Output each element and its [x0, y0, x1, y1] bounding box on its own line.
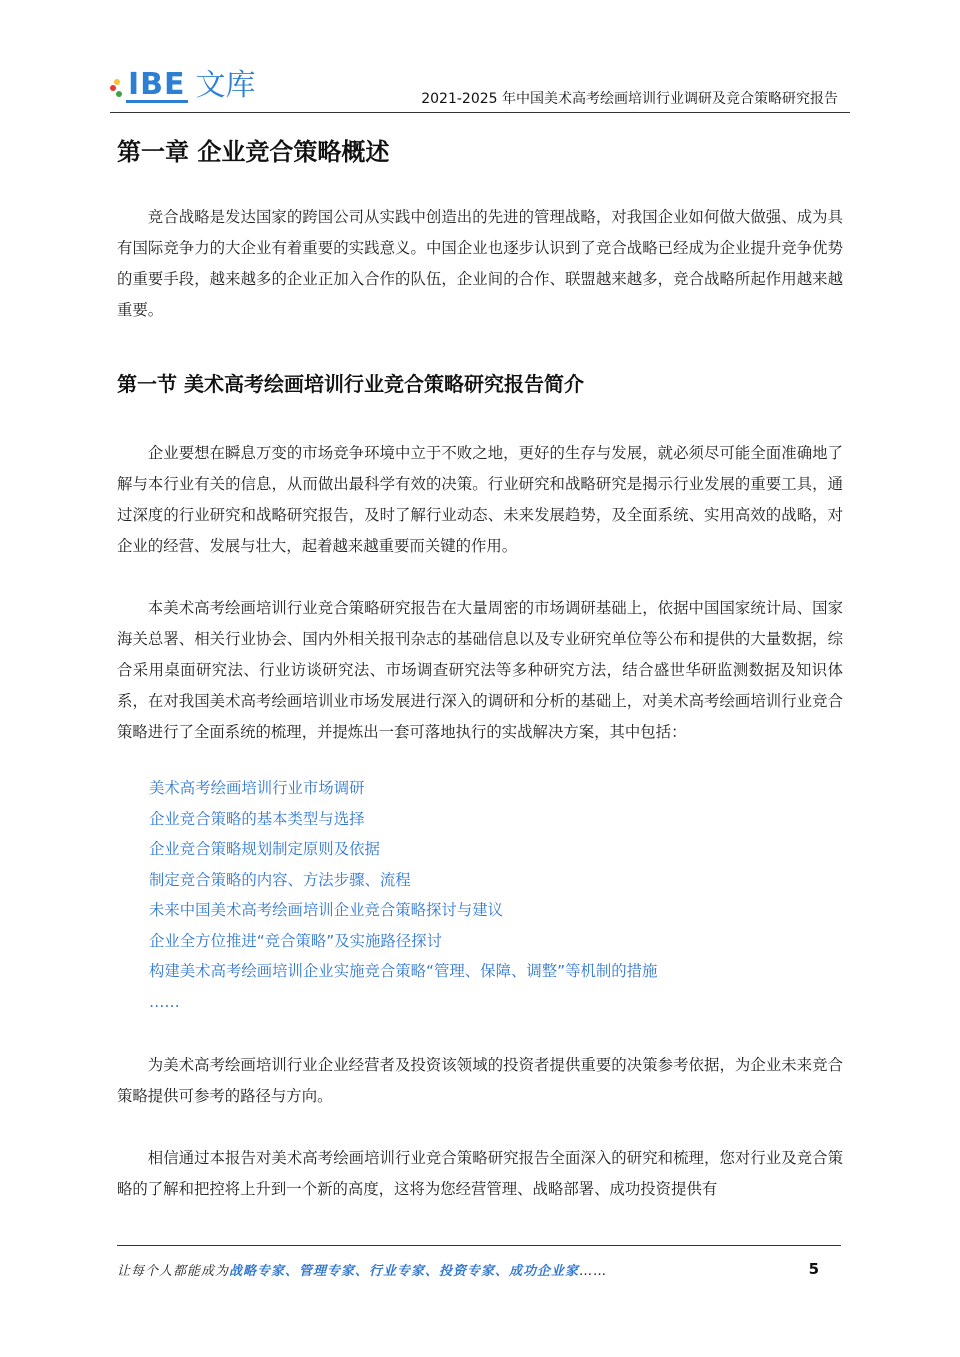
list-item[interactable]: 企业竞合策略的基本类型与选择 — [149, 809, 365, 828]
footer-slogan — [117, 1260, 607, 1279]
contents-list — [117, 773, 843, 1017]
slogan-emphasis: 战略专家、管理专家、行业专家、投资专家、成功企业家 — [229, 1264, 580, 1279]
section-title: 第一节 美术高考绘画培训行业竞合策略研究报告简介 — [117, 372, 584, 396]
paragraph-4: 为美术高考绘画培训行业企业经营者及投资该领域的投资者提供重要的决策参考依据，为企业未来竞合策略提供可参考的路径与方向。 — [117, 1056, 843, 1105]
slogan-suffix: …… — [579, 1264, 608, 1279]
list-item[interactable]: 企业竞合策略规划制定原则及依据 — [149, 840, 380, 858]
list-item[interactable]: 制定竞合策略的内容、方法步骤、流程 — [149, 870, 411, 889]
logo-dots-icon — [110, 71, 124, 101]
page-content — [117, 130, 843, 1205]
paragraph-3: 本美术高考绘画培训行业竞合策略研究报告在大量周密的市场调研基础上，依据中国国家统计局、国家海关总署、相关行业协会、国内外相关报刊杂志的基础信息以及专业研究单位等公布和提供的大量数据，综合采用桌面研究法、行业访谈研究法、市场调查研究法等多种研究方法，结合盛世华研监测数据及知识体系，在对我国美术高考绘画培训业市场发展进行深入的调研和分析的基础上，对美术高考绘画培训行业竞合策略进行了全面系统的梳理，并提炼出一套可落地执行的实战解决方案，其中包括： — [117, 599, 843, 741]
logo — [110, 68, 256, 104]
paragraph-2: 企业要想在瞬息万变的市场竞争环境中立于不败之地，更好的生存与发展，就必须尽可能全面准确地了解与本行业有关的信息，从而做出最科学有效的决策。行业研究和战略研究是揭示行业发展的重要工具，通过深度的行业研究和战略研究报告，及时了解行业动态、未来发展趋势，及全面系统、实用高效的战略，对企业的经营、发展与壮大，起着越来越重要而关键的作用。 — [117, 444, 843, 555]
list-item[interactable]: 未来中国美术高考绘画培训企业竞合策略探讨与建议 — [149, 901, 503, 919]
list-item[interactable]: 构建美术高考绘画培训企业实施竞合策略“管理、保障、调整”等机制的措施 — [149, 962, 658, 980]
page-number: 5 — [808, 1260, 819, 1278]
list-item[interactable]: 美术高考绘画培训行业市场调研 — [149, 779, 365, 797]
paragraph-5: 相信通过本报告对美术高考绘画培训行业竞合策略研究报告全面深入的研究和梳理，您对行业及竞合策略的了解和把控将上升到一个新的高度，这将为您经营管理、战略部署、成功投资提供有 — [117, 1149, 843, 1198]
chapter-title: 第一章 企业竞合策略概述 — [117, 138, 390, 166]
logo-mark: IBE — [128, 66, 186, 102]
page-header — [110, 62, 850, 113]
list-item[interactable]: 企业全方位推进“竞合策略”及实施路径探讨 — [149, 931, 442, 950]
list-item: …… — [149, 992, 180, 1011]
paragraph-1: 竞合战略是发达国家的跨国公司从实践中创造出的先进的管理战略，对我国企业如何做大做强、成为具有国际竞争力的大企业有着重要的实践意义。中国企业也逐步认识到了竞合战略已经成为企业提升竞争优势的重要手段，越来越多的企业正加入合作的队伍，企业间的合作、联盟越来越多，竞合战略所起作用越来越重要。 — [117, 208, 843, 319]
report-title: 2021-2025 年中国美术高考绘画培训行业调研及竞合策略研究报告 — [421, 91, 838, 107]
slogan-prefix: 让每个人都能成为 — [117, 1264, 230, 1279]
logo-text: 文库 — [195, 68, 256, 103]
page-footer — [117, 1245, 841, 1286]
